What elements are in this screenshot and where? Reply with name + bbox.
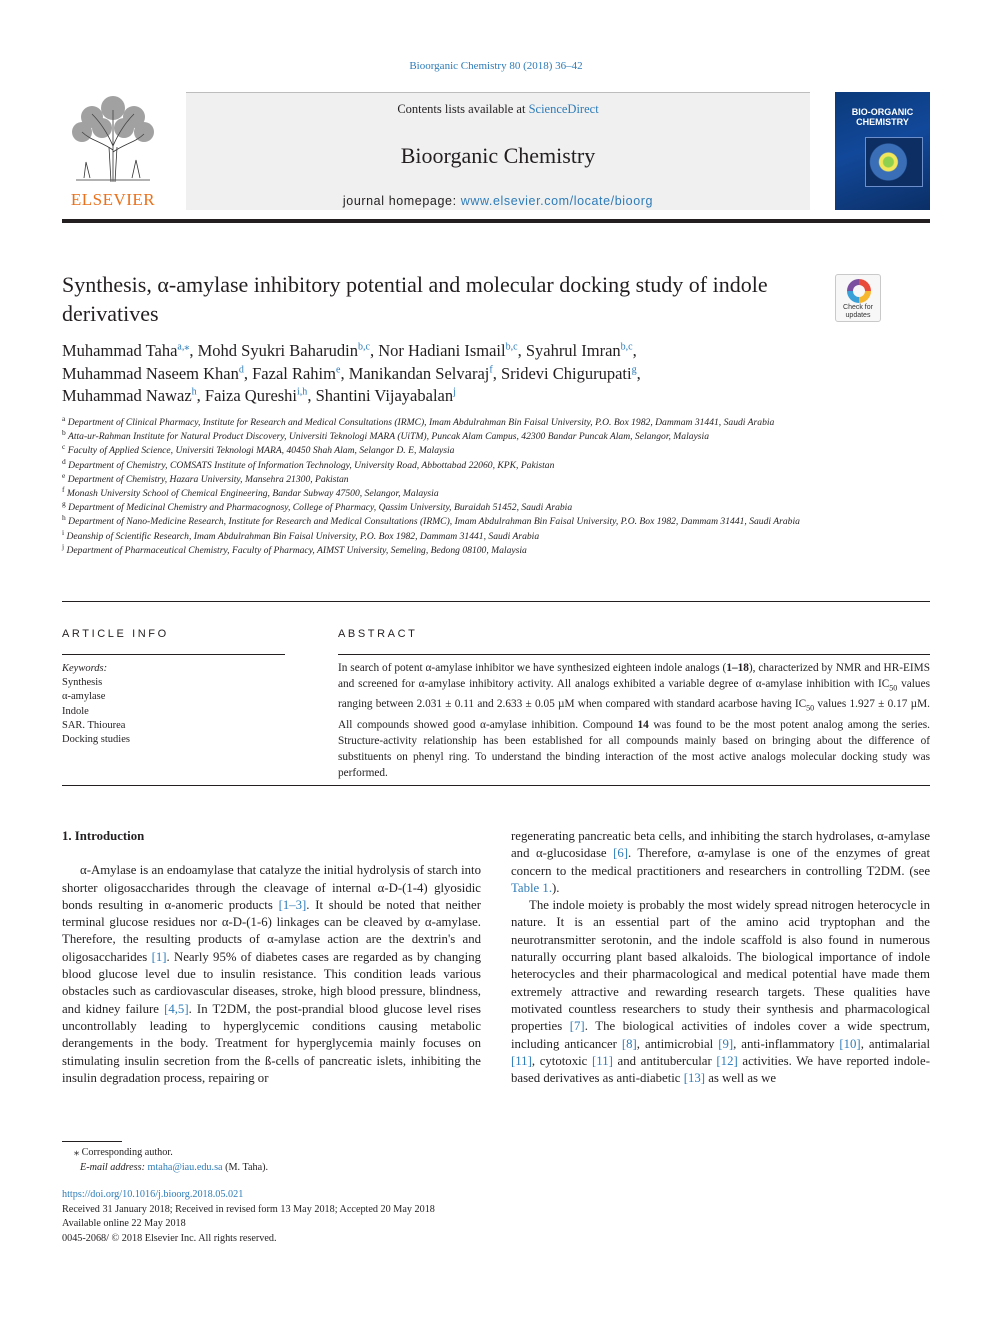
affiliation-item bbox=[62, 413, 822, 430]
publication-info bbox=[62, 1188, 622, 1246]
author-separator: , bbox=[307, 386, 316, 405]
author-separator: , bbox=[189, 341, 198, 360]
affiliation-key: f bbox=[62, 484, 65, 494]
ref-11b[interactable]: [11] bbox=[592, 1053, 613, 1068]
intro-paragraph-2: The indole moiety is probably the most widely spread nitrogen heterocycle in nature. It is an essential part of the amino acid tryptophan and the neurotransmitter serotonin, and the indole scaffold is also found in numerous naturally occurring plant based alkaloids. The biological importance of indole heterocycles and their pharmacological and medical potential have made them extremely attractive and rewarding research targets. These qualities have motivated countless researchers to study their synthesis and pharmacological properties [7]. The biological activities of indoles cover a wide spectrum, including anticancer [8], antimicrobial [9], anti-inflammatory [10], antimalarial [11], cytotoxic [11] and antitubercular [12] activities. We have reported indole-based derivatives as anti-diabetic [13] as well as we bbox=[511, 898, 930, 1086]
masthead-rule bbox=[62, 219, 930, 223]
doi-link[interactable]: https://doi.org/10.1016/j.bioorg.2018.05.021 bbox=[62, 1189, 244, 1200]
author-name[interactable]: Shantini Vijayabalan bbox=[315, 386, 454, 405]
ref-7[interactable]: [7] bbox=[569, 1019, 585, 1034]
email-link[interactable]: mtaha@iau.edu.sa bbox=[147, 1161, 223, 1173]
affiliation-text: Atta-ur-Rahman Institute for Natural Product Discovery, Universiti Teknologi MARA (UiTM), Puncak Alam Campus, 42300 Bandar Puncak Alam, Selangor, Malaysia bbox=[65, 431, 709, 443]
affiliation-key: d bbox=[62, 456, 66, 466]
affiliation-text: Department of Nano-Medicine Research, Institute for Research and Medical Consultations (IRMC), Imam Abdulrahman Bin Faisal University, P.O. Box 1982, Dammam 31441, Saudi Arabia bbox=[65, 516, 800, 528]
paper-title: Synthesis, α-amylase inhibitory potential and molecular docking study of indole derivatives bbox=[62, 272, 768, 326]
journal-citation[interactable]: Bioorganic Chemistry 80 (2018) 36–42 bbox=[409, 60, 583, 72]
affiliation-key: b bbox=[62, 428, 66, 438]
keyword-item: α-amylase bbox=[62, 691, 106, 703]
author-name[interactable]: Fazal Rahim bbox=[252, 363, 336, 383]
abstract-heading: ABSTRACT bbox=[338, 628, 418, 640]
journal-cover[interactable] bbox=[835, 92, 930, 210]
header-divider bbox=[62, 601, 930, 602]
affiliations bbox=[62, 413, 822, 558]
affiliation-item bbox=[62, 444, 822, 458]
author-separator: , bbox=[492, 363, 501, 383]
affiliation-item bbox=[62, 501, 822, 515]
affiliation-key: g bbox=[62, 499, 66, 509]
ref-10[interactable]: [10] bbox=[839, 1036, 861, 1051]
author-affiliation-marker[interactable]: g bbox=[631, 364, 637, 375]
available-online: Available online 22 May 2018 bbox=[62, 1218, 186, 1229]
affiliation-text: Department of Medicinal Chemistry and Pharmacognosy, College of Pharmacy, Qassim University, Buraidah 51452, Saudi Arabia bbox=[65, 502, 573, 514]
affiliation-text: Monash University School of Chemical Engineering, Bandar Subway 47500, Selangor, Malaysia bbox=[64, 488, 439, 500]
cover-title: BIO-ORGANIC CHEMISTRY bbox=[851, 107, 914, 127]
journal-banner bbox=[186, 92, 810, 210]
ref-12[interactable]: [12] bbox=[716, 1053, 738, 1068]
affiliation-item bbox=[62, 541, 822, 558]
ref-8[interactable]: [8] bbox=[621, 1036, 637, 1051]
affiliation-item bbox=[62, 456, 822, 473]
copyright: 0045-2068/ © 2018 Elsevier Inc. All rights reserved. bbox=[62, 1232, 277, 1244]
affiliation-key: c bbox=[62, 442, 66, 452]
footnote-rule bbox=[62, 1141, 122, 1142]
corresponding-footnote: ⁎ Corresponding author. E-mail address: mtaha@iau.edu.sa (M. Taha). bbox=[74, 1147, 269, 1173]
ref-1-3[interactable]: [1–3] bbox=[278, 897, 307, 912]
section-heading-introduction: 1. Introduction bbox=[62, 829, 145, 843]
affiliation-text: Department of Chemistry, Hazara University, Mansehra 21300, Pakistan bbox=[65, 473, 349, 485]
author-name[interactable]: Mohd Syukri Baharudin bbox=[197, 341, 359, 360]
author-separator: , bbox=[636, 363, 641, 383]
keyword-item: SAR. Thiourea bbox=[62, 719, 126, 731]
abstract-divider bbox=[62, 785, 930, 786]
intro-paragraph-1-cont: regenerating pancreatic beta cells, and inhibiting the starch hydrolases, α-amylase and α-glucosidase [6]. Therefore, α-amylase is one of the enzymes of great concern to the medical practitioners and researchers in controlling T2DM. (see Table 1.). bbox=[511, 829, 930, 895]
author-name[interactable]: Muhammad Naseem Khan bbox=[62, 363, 239, 383]
affiliation-key: e bbox=[62, 470, 66, 480]
affiliation-key: j bbox=[62, 541, 65, 551]
affiliation-item bbox=[62, 515, 822, 529]
affiliation-text: Department of Pharmaceutical Chemistry, Faculty of Pharmacy, AIMST University, Semeling, Bedong 08100, Malaysia bbox=[64, 544, 527, 556]
author-list bbox=[62, 340, 862, 408]
cover-molecule-image bbox=[865, 137, 923, 187]
contents-line: Contents lists available at ScienceDirect bbox=[397, 102, 599, 116]
keyword-item: Docking studies bbox=[62, 734, 130, 746]
journal-masthead bbox=[62, 92, 930, 210]
elsevier-logo[interactable]: ELSEVIER bbox=[62, 92, 164, 210]
ref-4-5[interactable]: [4,5] bbox=[164, 1001, 189, 1016]
author-name[interactable]: Muhammad Nawaz bbox=[62, 386, 192, 405]
abstract-rule bbox=[338, 654, 930, 655]
ref-13[interactable]: [13] bbox=[683, 1071, 706, 1086]
affiliation-item bbox=[62, 430, 822, 444]
affiliation-item bbox=[62, 484, 822, 501]
author-affiliation-marker[interactable]: a,⁎ bbox=[177, 341, 190, 353]
author-name[interactable]: Muhammad Taha bbox=[62, 341, 178, 360]
author-affiliation-marker[interactable]: i,h bbox=[297, 386, 308, 398]
elsevier-tree-icon bbox=[62, 92, 164, 188]
affiliation-key: a bbox=[62, 413, 66, 423]
intro-paragraph-1: α-Amylase is an endoamylase that catalyze the initial hydrolysis of starch into shorter oligosaccharides through the cleavage of internal α-D-(1-4) glyosidic bonds resulting in α-anomeric products [1–3]. It should be noted that neither terminal glucose residues nor α-D-(1-6) linkages can be cleaved by α-amylase. Therefore, the resulting products of α-amylase action are the dextrin's and oligosaccharides [1]. Nearly 95% of diabetes cases are regarded as by changing blood glucose level due to insulin resistance. This condition leads various obstacles such as cardiovascular diseases, stroke, high blood pressure, blindness, and kidney failure [4,5]. In T2DM, the post-prandial blood glucose level rises uncontrollably leading to hyperglycemic conditions causing metabolic derangements in the body. Treatment for hyperglycemia mainly focuses on stimulating insulin secretion from the ß-cells of pancreatic islets, inhibiting the insulin degradation process, repairing or bbox=[62, 863, 482, 1085]
author-separator: , bbox=[632, 341, 637, 360]
author-affiliation-marker[interactable]: b,c bbox=[505, 341, 518, 353]
affiliation-item bbox=[62, 527, 822, 544]
ref-11[interactable]: [11] bbox=[511, 1053, 532, 1068]
article-info-heading: ARTICLE INFO bbox=[62, 628, 169, 640]
affiliation-key: i bbox=[62, 527, 65, 537]
author-separator: , bbox=[517, 341, 526, 360]
author-affiliation-marker[interactable]: b,c bbox=[358, 341, 370, 353]
author-name[interactable]: Manikandan Selvaraj bbox=[348, 363, 490, 383]
ref-1[interactable]: [1] bbox=[151, 949, 167, 964]
author-affiliation-marker[interactable]: j bbox=[453, 386, 456, 398]
body-column-right bbox=[511, 828, 930, 1087]
author-name[interactable]: Sridevi Chigurupati bbox=[500, 363, 632, 383]
author-affiliation-marker[interactable]: f bbox=[489, 364, 493, 375]
affiliation-key: h bbox=[62, 513, 66, 523]
affiliation-text: Department of Chemistry, COMSATS Institute of Information Technology, University Road, Abbottabad 22060, KPK, Pakistan bbox=[65, 459, 555, 471]
author-affiliation-marker[interactable]: e bbox=[335, 364, 341, 375]
author-affiliation-marker[interactable]: d bbox=[238, 364, 244, 375]
author-name[interactable]: Nor Hadiani Ismail bbox=[378, 341, 506, 360]
author-separator: , bbox=[243, 363, 253, 383]
author-name[interactable]: Faiza Qureshi bbox=[204, 386, 298, 405]
homepage-line: journal homepage: www.elsevier.com/locate/bioorg bbox=[342, 194, 654, 208]
journal-title: Bioorganic Chemistry bbox=[400, 143, 596, 168]
affiliation-text: Faculty of Applied Science, Universiti Teknologi MARA, 40450 Shah Alam, Selangor D. E, Malaysia bbox=[65, 445, 455, 457]
abstract-text: In search of potent α-amylase inhibitor we have synthesized eighteen indole analogs (1–18), characterized by NMR and HR-EIMS and screened for α-amylase inhibitory activity. All analogs exhibited a variable degree of α-amylase inhibition with $IC_{50}$ values ranging between 2.031 ± 0.11 and 2.633 ± 0.05 µM when compared with standard acarbose having $IC_{50}$ values 1.927 ± 0.17 µM. All compounds showed good α-amylase inhibition. Compound 14 was found to be the most potent analog among the series. Structure-activity relationship has been established for all compounds mainly based on bringing about the difference of substituents on phenyl ring. To understand the binding interaction of the most active analogs molecular docking study was performed. bbox=[338, 662, 931, 780]
homepage-link[interactable]: www.elsevier.com/locate/bioorg bbox=[460, 194, 654, 208]
sciencedirect-link[interactable]: ScienceDirect bbox=[528, 102, 599, 116]
ref-6[interactable]: [6] bbox=[613, 846, 628, 861]
table-1-link[interactable]: Table 1. bbox=[511, 880, 553, 895]
author-affiliation-marker[interactable]: b,c bbox=[620, 341, 633, 353]
author-separator: , bbox=[196, 386, 205, 405]
article-info-rule bbox=[62, 654, 285, 655]
body-column-left bbox=[62, 828, 481, 1087]
keyword-item: Indole bbox=[62, 705, 89, 717]
keywords-block: Keywords: Synthesis α-amylase Indole SAR. Thiourea Docking studies bbox=[62, 662, 282, 747]
keyword-item: Synthesis bbox=[62, 677, 103, 689]
affiliation-text: Deanship of Scientific Research, Imam Abdulrahman Bin Faisal University, P.O. Box 1982, Dammam 31441, Saudi Arabia bbox=[64, 530, 540, 542]
crossmark-icon bbox=[847, 279, 871, 303]
author-name[interactable]: Syahrul Imran bbox=[525, 341, 621, 360]
author-separator: , bbox=[369, 341, 379, 360]
affiliation-text: Department of Clinical Pharmacy, Institute for Research and Medical Consultations (IRMC), Imam Abdulrahman Bin Faisal University, P.O. Box 1982, Dammam 31441, Saudi Arabia bbox=[65, 417, 775, 428]
ref-9[interactable]: [9] bbox=[718, 1036, 734, 1051]
author-affiliation-marker[interactable]: h bbox=[191, 386, 197, 398]
author-separator: , bbox=[340, 363, 349, 383]
check-for-updates-badge[interactable]: Check for updates bbox=[835, 274, 881, 322]
affiliation-item bbox=[62, 470, 822, 487]
history-dates: Received 31 January 2018; Received in revised form 13 May 2018; Accepted 20 May 2018 bbox=[62, 1203, 435, 1215]
